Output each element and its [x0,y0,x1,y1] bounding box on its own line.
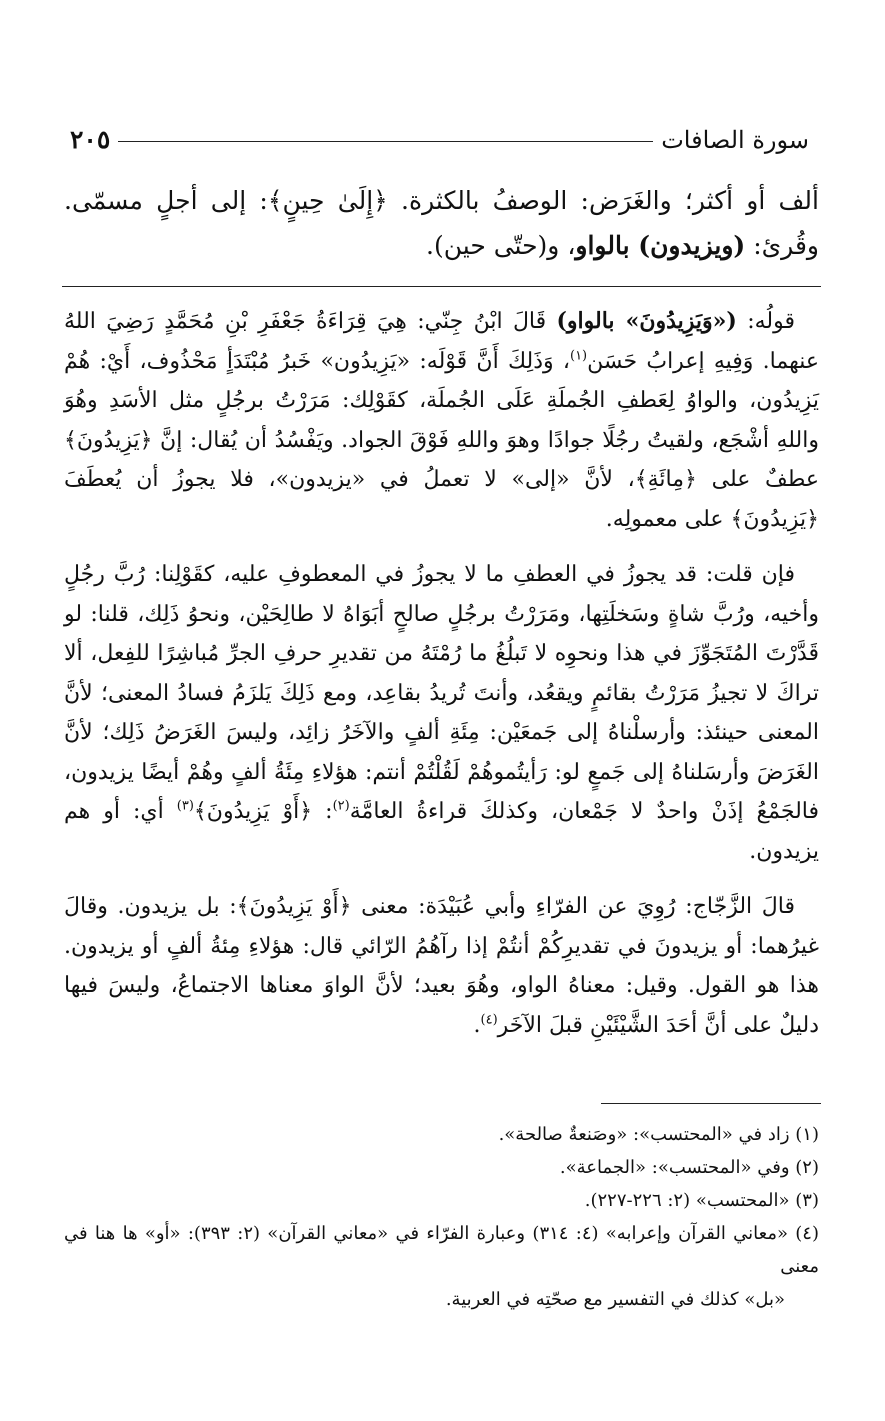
sura-title: سورة الصافات [661,126,809,154]
footnote-rule [601,1103,821,1104]
commentary-paragraph-2 [64,555,819,871]
paragraph-text: فإن قلت: قد يجوزُ في العطفِ ما لا يجوزُ في المعطوفِ عليه، كقَوْلِنا: رُبَّ رجُلٍ وأخيه، ورُبَّ شاةٍ وسَخلَتِها، ومَرَرْتُ برجُلٍ صالحٍ أبَوَاهُ لا طالِحَيْن، ونحوُ ذَلِك، قلنا: لو قَدَّرْتَ المُتَجَوِّزَ في هذا ونحوِه لا تَبلُغُ ما رُمْتَهُ من تقديرِ حرفِ الجرِّ مُباشِرًا للفِعل، ألا تراكَ لا تجيزُ مَرَرْتُ بقائمٍ ويقعُد، وأنتَ تُريدُ بقاعِد، ومع ذَلِكَ يَلزَمُ فسادُ المعنى؛ لأنَّ المعنى حينئذ: وأرسلْناهُ إلى جَمعَيْن: مِئَةِ ألفٍ والآخَرُ زائِد، وليسَ الغَرَضُ ذَلِك؛ لأنَّ الغَرَضَ وأرسَلناهُ إلى جَمعٍ لو: رَأيتُموهُمْ لَقُلْتُمْ أنتم: هؤلاءِ مِئَةُ ألفٍ وهُمْ أيضًا يزيدون، فالجَمْعُ إذَنْ واحدٌ لا جَمْعان، وكذلكَ قراءةُ العامَّة [64,562,820,824]
paragraph-text: ، وَذَلِكَ أَنَّ قَوْلَه: «يَزِيدُون» خَبرُ مُبْتَدَأٍ مَحْذُوف، أَيْ: هُمْ يَزِيدُون، والواوُ لِعَطفِ الجُملَةِ عَلَى الجُملَة، كقَوْلِك: مَرَرْتُ برجُلٍ مثل الأسَدِ وهُوَ واللهِ أشْجَع، ولقيتُ رجُلًا جوادًا وهوَ واللهِ فَوْقَ الجواد. ويَفْسُدُ أن يُقال: إنَّ [64,348,819,453]
paragraph-text: قالَ الزَّجّاج: رُوِيَ عن الفرّاءِ وأبي عُبَيْدَة: معنى [351,894,795,919]
commentary-paragraph-1 [64,302,819,539]
paragraph-text: عطفٌ على [696,467,819,492]
main-text-segment: ألف أو أكثر؛ والغَرَض: الوصفُ بالكثرة. ﴿إِلَىٰ حِينٍ﴾: إلى أجلٍ مسمّى. وقُرئ: [64,186,819,260]
footnote-ref[interactable]: (٣) [176,798,194,814]
quran-quote: ﴿أَوْ يَزِيدُونَ﴾ [236,894,352,919]
header-rule [118,141,653,142]
paragraph-text: على معمولِه. [605,506,731,532]
paragraph-text: : [312,799,333,824]
commentary [64,302,819,1061]
footnotes [64,1118,819,1316]
paragraph-text: أي: أو هم يزيدون. [64,799,819,864]
paragraph-text: قَالَ ابْنُ جِنّي: هِيَ قِرَاءَةُ جَعْفَرِ بْنِ مُحَمَّدٍ رَضِيَ اللهُ عنهما. وَفِيهِ إعرابُ حَسَن [64,309,819,374]
section-divider [62,286,821,287]
running-header [70,114,809,154]
page-number: ٢٠٥ [70,125,111,154]
footnote-1: (١) زاد في «المحتسب»: «وصَنعةٌ صالحة». [498,1124,819,1145]
footnote-ref[interactable]: (٤) [480,1012,498,1028]
paragraph-lead: قولُه: [736,309,795,334]
paragraph-text: ، لأنَّ «إلى» لا تعملُ في «يزيدون»، فلا يجوزُ أن يُعطَفَ [64,467,635,492]
paragraph-text: . [473,1012,481,1038]
commentary-paragraph-3 [64,887,819,1045]
footnote-ref[interactable]: (١) [569,348,588,364]
footnote-4-continued: «بل» كذلك في التفسير مع صحّتِه في العربية. [445,1289,785,1310]
quran-quote: ﴿يَزِيدُونَ﴾ [64,427,153,453]
main-text-segment: ، و(حتّى حين). [426,231,576,260]
footnote-3: (٣) «المحتسب» (٢: ٢٢٦-٢٢٧). [584,1190,819,1211]
footnote-2: (٢) وفي «المحتسب»: «الجماعة». [559,1157,819,1178]
lemma-bold: («وَيَزِيدُونَ» بالواو) [556,308,737,334]
quran-quote: ﴿مِائَةِ﴾ [634,467,697,492]
quran-quote: ﴿يَزِيدُونَ﴾ [730,506,819,532]
main-text-bold: (ويزيدون) بالواو [575,231,746,260]
footnote-ref[interactable]: (٢) [332,798,350,814]
main-text [64,178,819,268]
footnote-4: (٤) «معاني القرآن وإعرابه» (٤: ٣١٤) وعبارة الفرّاء في «معاني القرآن» (٢: ٣٩٣): «أو» ها هنا في معنى [64,1223,819,1277]
quran-quote: ﴿أَوْ يَزِيدُونَ﴾ [193,799,313,824]
paragraph-text: : بل يزيدون. وقالَ غيرُهما: أو يزيدونَ في تقديرِكُمْ أنتُمْ إذا رآهُمُ الرّائي قال: هؤلاءِ مِئةُ ألفٍ أو يزيدون. هذا هو القول. وقيل: معناهُ الواو، وهُوَ بعيد؛ لأنَّ الواوَ معناها الاجتماعُ، وليسَ فيها دليلٌ على أنَّ أحَدَ الشَّيْئَيْنِ قبلَ الآخَر [64,894,819,1038]
